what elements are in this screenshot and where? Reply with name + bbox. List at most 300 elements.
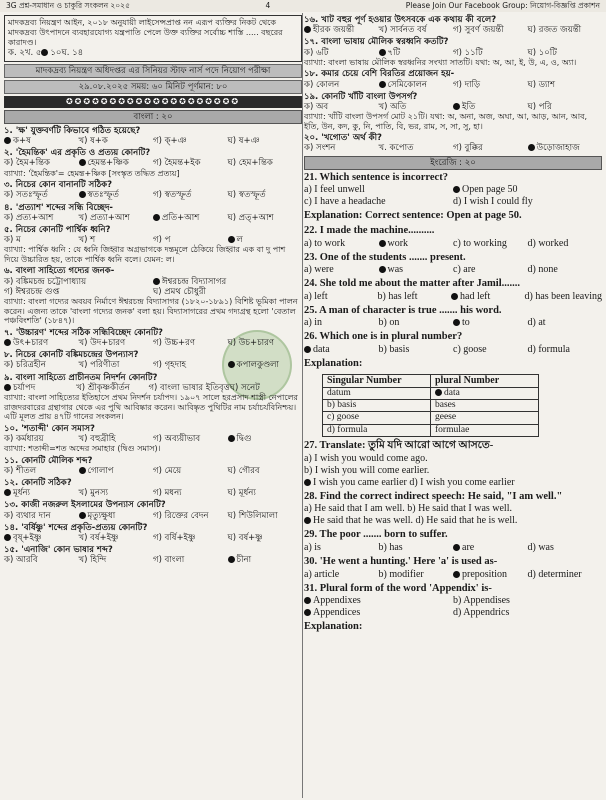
answer-line: a) He said that I am well. b) He said that I was well. [304, 503, 512, 515]
option: c) are [453, 264, 476, 276]
option-text: গোলাপ [87, 465, 114, 476]
english-questions [304, 172, 602, 356]
options-row [4, 277, 302, 297]
option-text: ১০ [50, 48, 62, 58]
question: ১৪. 'বর্ষিষ্ণু' শব্দের প্রকৃতি-প্রত্যয় কোনটি? [4, 522, 148, 533]
question: ৯. বাংলা সাহিত্যে প্রাচীনতম নিদর্শন কোনটি? [4, 372, 158, 383]
option-text: মূর্ধন্য [13, 488, 31, 499]
option-text: কপালকুণ্ডলা [236, 360, 279, 371]
answer-dot [4, 489, 11, 496]
english-questions-2 [304, 440, 602, 619]
table-cell: b) basis [323, 399, 431, 411]
option: b) on [378, 317, 400, 329]
option: ঘ) ষ+ঞ [227, 135, 260, 146]
options-row [4, 488, 302, 498]
answer-dot [304, 597, 311, 604]
option: গ) উচ্চ+রণ [153, 337, 195, 348]
option: b) has left [377, 290, 418, 302]
option: খ) বর্ষ+ইষ্ণু [78, 532, 119, 543]
option-text: Appendixes [313, 595, 361, 607]
question: ১১. কোনটি মৌলিক শব্দ? [4, 455, 93, 466]
option: খ) শ [78, 235, 96, 246]
options-row [304, 184, 602, 208]
answer-dot [304, 479, 311, 486]
question: 27. Translate: তুমি যদি আরো আগে আসতে- [304, 440, 494, 452]
options-row [304, 80, 602, 90]
option [379, 48, 454, 58]
option: ঘ) সনেট [229, 382, 260, 393]
option: খ) উদ+চারণ [78, 337, 126, 348]
option: ক) ম [4, 235, 21, 246]
answer-dot [453, 186, 460, 193]
option [79, 158, 154, 168]
option-text: data [444, 387, 460, 398]
question: ১৭. বাংলা ভাষায় মৌলিক স্বরধ্বনি কতটি? [304, 37, 449, 48]
answer-dot [435, 389, 442, 396]
option: গ) স্বতস্ফূর্ত [153, 190, 192, 201]
options-row [4, 190, 302, 200]
option-text: হেমন্ত+ষ্ণিক [87, 158, 129, 169]
options-row [304, 595, 602, 619]
option [379, 238, 454, 250]
answer-dot [228, 361, 235, 368]
option: খ) বহুব্রীহি [78, 433, 116, 444]
question: ৬. বাংলা সাহিত্যে গদ্যের জনক- [4, 266, 115, 277]
question: 25. A man of character is true ....... his word. [304, 304, 502, 316]
option: গ) গৃহদাহ [153, 360, 187, 371]
answer-dot [528, 144, 535, 151]
option: d) none [527, 264, 558, 276]
question: ৩. নিচের কোন বানানটি সঠিক? [4, 180, 113, 191]
table-cell: c) goose [323, 412, 431, 424]
question: ১৯. কোনটি খাঁটি বাংলা উপসর্গ? [304, 91, 418, 102]
option-text: দ্বিগু [236, 433, 252, 444]
options-row [304, 264, 602, 276]
option: ক) সংশন [304, 143, 336, 154]
option: ক) কোলন [304, 79, 340, 90]
option-text: উৎ+চারণ [13, 337, 49, 348]
option-text: ঈশ্বরচন্দ্র বিদ্যাসাগর [162, 276, 227, 287]
table-cell: bases [431, 399, 539, 411]
option [228, 434, 303, 444]
table-body [323, 387, 539, 437]
option-text: had left [460, 290, 491, 302]
table-cell: formulae [431, 424, 539, 436]
left-questions [4, 126, 302, 566]
option-text: ৭টি [387, 47, 401, 58]
option: a) in [304, 317, 323, 329]
option [453, 317, 528, 329]
options-row [4, 555, 302, 565]
option: ক) ব্যথার দান [4, 510, 51, 521]
question: ৫. নিচের কোনটি পার্শ্বিক ধ্বনি? [4, 224, 111, 235]
question: ১০. 'শতাব্দী' কোন সমাস? [4, 423, 95, 434]
option: খ) পরিণীতা [78, 360, 120, 371]
question: ১৩. কাজী নজরুল ইসলামের উপন্যাস কোনটি? [4, 500, 166, 511]
explanation: Explanation: Correct sentence: Open at page 50. [304, 210, 522, 222]
option [453, 102, 528, 112]
option: a) left [304, 290, 328, 302]
question: ১. 'ক্ষ' যুক্তবর্ণটি কিভাবে গঠিত হয়েছে? [4, 125, 141, 136]
option: ক) হৈম+ন্তিক [4, 158, 50, 169]
option: d) was [527, 541, 554, 553]
answer-dot [228, 236, 235, 243]
answer-dot [453, 571, 460, 578]
answer-dot [379, 49, 386, 56]
answer-line [304, 477, 602, 489]
table-cell: datum [323, 387, 431, 399]
table-row [323, 399, 539, 411]
answer-dot [379, 266, 386, 273]
option: গ) বাংলা ভাষার ইতিবৃত্ত [148, 382, 230, 393]
answer-dot [4, 384, 11, 391]
options-row [4, 338, 302, 348]
option: ক) আরবি [4, 555, 38, 566]
option: ঘ) বর্ষ+ষ্ণু [227, 532, 263, 543]
option: c) goose [453, 344, 487, 355]
option: d) I wish I could fly [453, 196, 533, 208]
question: ১৬. খাট বহুর পূর্ণ হওয়ার উৎসবকে এক কথায় কী বলে? [304, 15, 497, 25]
option: d) worked [527, 237, 569, 249]
options-row [304, 238, 602, 250]
option: a) article [304, 568, 340, 580]
option: খ) ষ+ক [78, 135, 108, 146]
exam-title: মাদকদ্রব্য নিয়ন্ত্রণ অধিদপ্তর এর সিনিয়র স্টাফ নার্স পদে নিয়োগ পরীক্ষা [4, 64, 302, 78]
option: ক) ৬টি [304, 47, 329, 58]
option: গ) বাংলা [153, 555, 185, 566]
option: d) Appendrics [453, 607, 510, 619]
option-text: সেমিকোলন [387, 79, 427, 90]
option: d) at [527, 317, 546, 329]
option: গ) প [153, 235, 171, 246]
option: ঘ) শিউলিমালা [227, 510, 278, 521]
option [41, 48, 61, 59]
option [228, 235, 303, 245]
option [153, 213, 228, 223]
option: d) has been leaving [524, 290, 602, 302]
option: গ) ক্+ঞ [153, 135, 187, 146]
option: b) has [378, 541, 403, 553]
option-text: মৃত্যুক্ষুধা [87, 510, 116, 521]
option [153, 277, 302, 287]
options-row [4, 511, 302, 521]
option-text: ল [236, 235, 243, 246]
answer-dot [79, 512, 86, 519]
option [4, 136, 79, 146]
option [304, 344, 379, 356]
answer-dot [453, 319, 460, 326]
option-text: I wish you came earlier d) I wish you come earlier [313, 476, 515, 488]
bangla-section-title: বাংলা : ২০ [4, 110, 302, 124]
question: ১২. কোনটি সঠিক? [4, 478, 72, 489]
question: ৭. 'উচ্চারণ' শব্দের সঠিক সন্ধিবিচ্ছেদ কোনটি? [4, 327, 163, 338]
option-text: to [462, 317, 470, 329]
answer-dot [379, 240, 386, 247]
answer-dot [79, 191, 86, 198]
table-header-row [323, 374, 539, 387]
question: 23. One of the students ....... present. [304, 251, 466, 263]
option: গ) হৈমন্ত+ইক [153, 158, 201, 169]
option-text: data [313, 344, 330, 355]
option: খ. ৫ [24, 48, 42, 58]
options-row [4, 136, 302, 146]
option [4, 533, 79, 543]
intro-text: মাদকদ্রব্য নিয়ন্ত্রণ আইন, ২০১৮ অনুযায়ী লাইসেন্সপ্রাপ্ত নন এরূপ ব্যক্তির নিকট থেকে মাদকদ্রব্য উৎপাদনে ব্যবহারযোগ্য যন্ত্রপাতি পেলে উক্ত ব্যক্তির সর্বোচ্চ শাস্তি ..... বছরের কারাদণ্ড। [8, 18, 283, 47]
options-row [4, 235, 302, 245]
question: ১৮. কমার চেয়ে বেশি বিরতির প্রয়োজন হয়- [304, 69, 455, 80]
option [304, 25, 379, 35]
options-row [4, 213, 302, 223]
table-cell: d) formula [323, 424, 431, 436]
option [79, 190, 154, 200]
option [4, 488, 79, 498]
option-text: ইতি [462, 101, 476, 112]
page-number: 4 [265, 1, 271, 10]
option: ঘ) ড্যাশ [527, 79, 555, 90]
option: গ) রিক্তের বেদন [153, 510, 209, 521]
option [228, 555, 303, 565]
option: ঘ) হেম+ন্তিক [227, 158, 273, 169]
option: খ) সার্বনত বর্ষ [378, 25, 427, 36]
exam-info: ২৯.০৮.২০২৫ সময়: ৬০ মিনিট পূর্ণমান: ৮০ [4, 80, 302, 94]
plural-table [322, 374, 539, 438]
question: 24. She told me about the matter after Jamil....... [304, 278, 520, 290]
question: 29. The poor ....... born to suffer. [304, 529, 448, 541]
options-row [304, 291, 602, 303]
options-row [4, 383, 302, 393]
option: গ) মধন্য [153, 488, 182, 499]
answer-dot [79, 467, 86, 474]
option [453, 569, 528, 581]
option: গ) বর্ষি+ইষ্ণু [153, 532, 196, 543]
table-cell: geese [431, 412, 539, 424]
table-row [323, 387, 539, 399]
options-row [304, 48, 602, 58]
option: ক) প্রত্য+আশ [4, 212, 54, 223]
table-row [323, 412, 539, 424]
answer-line: a) I wish you would come ago. [304, 452, 428, 464]
option: ক) বঙ্কিমচন্দ্র চট্টোপাধ্যায় [4, 276, 87, 287]
option-text: চর্যাপদ [13, 382, 36, 393]
option: গ) মেয়ে [153, 465, 182, 476]
option: খ) শ্রীকৃষ্ণকীর্তন [76, 382, 130, 393]
option: গ) বুক্কির [453, 143, 483, 154]
option [453, 542, 528, 554]
question: ২. 'হৈমন্তিক' এর প্রকৃতি ও প্রত্যয় কোনটি? [4, 148, 151, 159]
option: ঘ) ১০টি [527, 47, 557, 58]
option-text: was [387, 264, 404, 276]
option-text: work [387, 237, 409, 249]
option-text: preposition [462, 568, 507, 580]
option: গ) ১১টি [453, 47, 483, 58]
option-text: হীরক জয়ন্তী [313, 25, 355, 36]
option [379, 80, 454, 90]
answer-dot [228, 556, 235, 563]
column-divider [302, 13, 303, 798]
option: ক) শীতল [4, 465, 37, 476]
option: ঘ) রজত জয়ন্তী [527, 25, 582, 36]
answer-dot [304, 517, 311, 524]
options-row [304, 317, 602, 329]
english-section-title: ইংরেজি : ২০ [304, 156, 602, 170]
answer-line [304, 515, 602, 527]
question: ১৫. 'এনাজি' কোন ভাষার শব্দ? [4, 545, 113, 556]
option-text: He said that he was well. d) He said that he is well. [313, 515, 518, 527]
options-row [304, 102, 602, 112]
header-right: Please Join Our Facebook Group: নিয়োগ-বিজ্ঞপ্তি প্রকাশন [405, 1, 600, 10]
option-text: চীনা [236, 555, 252, 566]
option-text: are [462, 541, 475, 553]
intro-options [8, 48, 298, 59]
table-header-cell: plural Number [431, 374, 539, 387]
options-row [304, 143, 602, 153]
right-bangla-questions [304, 15, 602, 154]
options-row [4, 466, 302, 476]
option: ক) সতঃস্ফূর্ত [4, 190, 48, 201]
option: ক) চরিত্রহীন [4, 360, 46, 371]
option: d) formula [527, 344, 570, 355]
option [304, 607, 453, 619]
option: b) basis [378, 344, 410, 355]
option-text: ক+ষ [13, 135, 31, 146]
question: 22. I made the machine.......... [304, 225, 435, 237]
explanation: ব্যাখ্যা: খাঁটি বাংলা উপসর্গ মোট ২১টি। যথা: অ, অনা, অজ, অঘা, আ, আড়, আন, আব, ইতি, উন, কদ, কু, নি, পাতি, বি, ভর, রাম, স, সা, সু, হা। [304, 112, 588, 131]
option: গ) দাড়ি [453, 79, 481, 90]
option: d) determiner [527, 568, 582, 580]
answer-dot [153, 214, 160, 221]
intro-box [4, 15, 302, 62]
table-row [323, 424, 539, 436]
answer-dot [41, 49, 48, 56]
explanation: ব্যাখ্যা: পার্শ্বিক ধ্বনি : যে ধ্বনি জিহ্বার অগ্রভাগকে দন্তমূলে ঠেকিয়ে জিহ্বার এক বা দু পাশ দিয়ে উচ্চারিত হয়, তাকে পার্শ্বিক ধ্বনি বলে। যেমন: ল। [4, 245, 286, 264]
explanation: ব্যাখ্যা: বাংলা সাহিত্যের ইতিহাসে প্রথম নিদর্শন চর্যাপদ। ১৯০৭ সালে হরপ্রসাদ শাস্ত্রী নেপালের রাজদরবারের গ্রন্থাগার থেকে এর পুথি আবিষ্কার করেন। আবিষ্কৃত পুথিটির নাম চর্যাচর্যবিনিশ্চয়। এটি মূলত প্রায় ৪৭টি গানের সংকলন। [4, 392, 298, 422]
option: ঘ) প্রত্+আশ [227, 212, 274, 223]
question: ৪. 'প্রত্যাশ' শব্দের সন্ধি বিচ্ছেদ- [4, 202, 113, 213]
question: ৮. নিচের কোনটি বঙ্কিমচন্দ্রের উপন্যাস? [4, 350, 139, 361]
option [453, 184, 602, 196]
answer-dot [4, 534, 11, 541]
option: ঘ. ১৪ [61, 48, 84, 58]
option [379, 264, 454, 276]
option-text: উড়োজাহাজ [536, 143, 580, 154]
option: ক. ২ [8, 48, 25, 58]
options-row [4, 434, 302, 444]
option: b) Appendises [453, 595, 510, 607]
explanation: ব্যাখ্যা: 'হৈমন্তিক'= হেমন্ত+ষ্ণিক [সংস্কৃত তদ্ধিত প্রত্যয়] [4, 168, 180, 178]
option [79, 466, 154, 476]
option: a) to work [304, 237, 346, 249]
option: খ) মুনস্য [78, 488, 108, 499]
answer-dot [228, 435, 235, 442]
option: গ) সুবর্ণ জয়ন্তী [453, 25, 504, 36]
option: ঘ) স্বতস্ফূর্ত [227, 190, 266, 201]
explanation-block [304, 358, 602, 437]
option: a) were [304, 264, 334, 276]
option: খ) অতি [378, 101, 407, 112]
answer-dot [453, 544, 460, 551]
option-text: Open page 50 [462, 184, 518, 196]
answer-dot [4, 137, 11, 144]
question: 31. Plural form of the word 'Appendix' is- [304, 582, 492, 594]
options-row [304, 542, 602, 554]
answer-dot [304, 346, 311, 353]
answer-dot [304, 609, 311, 616]
option [4, 338, 79, 348]
option: খ) হিন্দি [78, 555, 107, 566]
option [528, 143, 603, 153]
option: খ. কপোত [378, 143, 414, 154]
option [451, 291, 525, 303]
question: 30. 'He went a hunting.' Here 'a' is used as- [304, 555, 498, 567]
header-left: 3G প্রশ্ন-সমাধান ও চাকুরি সংকলন ২০২৫ [6, 1, 130, 10]
question: ২০. 'খগোত' অর্থ কী? [304, 133, 382, 144]
option: b) modifier [378, 568, 424, 580]
explanation: ব্যাখ্যা: বাংলা ভাষায় মৌলিক স্বরধ্বনির সংখ্যা সাতটি। যথা: অ, আ, ই, উ, এ, ও, অ্যা। [304, 57, 577, 67]
page-header [0, 0, 606, 12]
option: ঘ) উচ+চারণ [227, 337, 274, 348]
option [79, 511, 154, 521]
question: 21. Which sentence is incorrect? [304, 171, 448, 183]
answer-line: b) I wish you will come earlier. [304, 464, 430, 476]
answer-dot [79, 159, 86, 166]
option: a) I feel unwell [304, 184, 365, 196]
option: ঘ) গৌরব [227, 465, 260, 476]
option [228, 360, 303, 370]
option-text: প্রতি+আশ [162, 212, 200, 223]
option: গ) ঈশ্বরচন্দ্র গুপ্ত [4, 286, 60, 297]
answer-dot [379, 81, 386, 88]
option-text: Appendices [313, 607, 361, 619]
option: ক) অব [304, 101, 329, 112]
option: ঘ) পরি [527, 101, 552, 112]
right-column [304, 13, 602, 798]
answer-dot [4, 339, 11, 346]
final-explanation-label: Explanation: [304, 621, 363, 633]
option: ক) কর্মধারয় [4, 433, 44, 444]
answer-dot [453, 103, 460, 110]
stars-divider: ✪✪✪✪✪✪✪✪✪✪✪✪✪✪✪✪✪✪✪✪ [4, 96, 302, 108]
options-row [304, 344, 602, 356]
explanation: ব্যাখ্যা: বাংলা গদ্যের অবয়ব নির্মাণে ঈশ্বরচন্দ্র বিদ্যাসাগর (১৮২০-১৮৯১) বিশিষ্ট ভূমিকা পালন করেন। এজন্য তাকে 'বাংলা গদ্যের জনক' বলা হয়। বিদ্যাসাগরের প্রথম গদ্যগ্রন্থ হলো 'বেতাল পঞ্চবিংশতি' (১৮৪৭)। [4, 297, 298, 326]
option: খ) প্রত্যা+আশ [78, 212, 130, 223]
option [304, 595, 453, 607]
answer-dot [153, 278, 160, 285]
options-row [4, 360, 302, 370]
question: 26. Which one is in plural number? [304, 331, 463, 343]
option: c) I have a headache [304, 196, 386, 208]
explanation-label: Explanation: [304, 358, 363, 369]
option: ঘ) মূর্ধন্য [227, 488, 256, 499]
options-row [304, 569, 602, 581]
left-column [4, 13, 302, 798]
option-text: স্বতঃস্ফূর্ত [87, 190, 119, 201]
question: 28. Find the correct indirect speech: He said, "I am well." [304, 490, 563, 502]
option: a) is [304, 541, 321, 553]
option: গ) অব্যয়ীভাব [153, 433, 201, 444]
answer-dot [304, 26, 311, 33]
explanation: ব্যাখ্যা: শতাব্দী=শত অব্দের সমাহার (দ্বিগু সমাস)। [4, 444, 161, 454]
option: c) to working [453, 237, 507, 249]
answer-dot [451, 293, 458, 300]
options-row [4, 158, 302, 168]
table-cell [431, 387, 539, 399]
table-header-cell: Singular Number [323, 374, 431, 387]
options-row [8, 48, 83, 59]
option-text: বৃষ্+ইষ্ণু [13, 532, 42, 543]
option [4, 383, 76, 393]
options-row [4, 533, 302, 543]
options-row [304, 25, 602, 35]
